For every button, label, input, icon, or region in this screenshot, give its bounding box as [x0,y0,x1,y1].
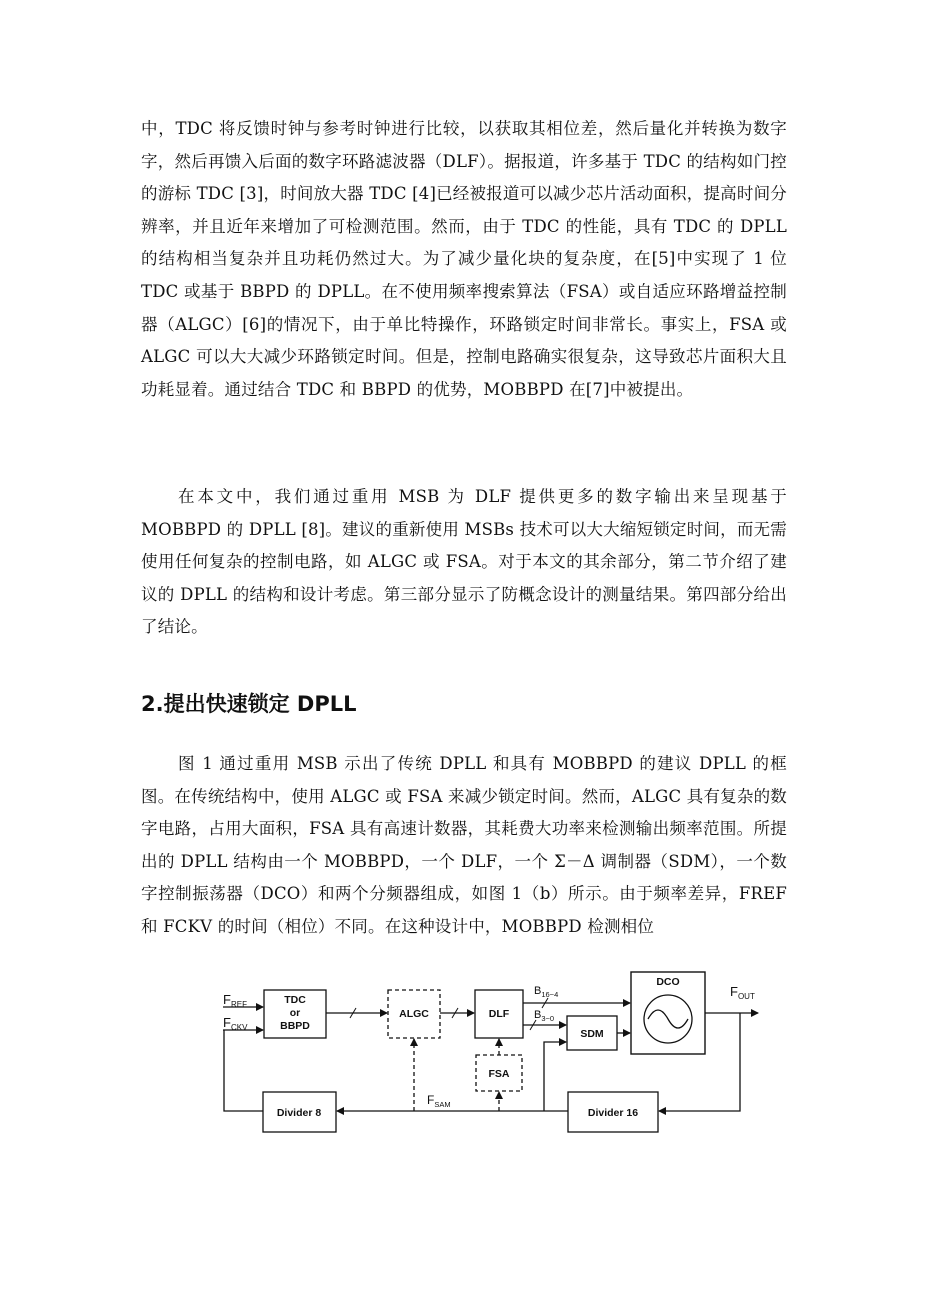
divider16-label: Divider 16 [587,1107,639,1119]
fref-label: $F_{REF}$ [223,992,247,1009]
bbpd-label: BBPD [280,1020,310,1032]
fsa-label: FSA [488,1068,510,1080]
sdm-label: SDM [580,1028,604,1040]
section-heading: 2.提出快速锁定 DPLL [141,692,357,716]
fsam-to-sdm-path [544,1042,566,1111]
fsam-label: $F_{SAM}$ [427,1093,451,1109]
divider8-to-fckv-path [224,1030,263,1111]
b-msb-label: $B_{16\sim 4}$ [534,985,559,999]
paragraph-3: 图 1 通过重用 MSB 示出了传统 DPLL 和具有 MOBBPD 的建议 DPLL 的框图。在传统结构中，使用 ALGC 或 FSA 来减少锁定时间。然而，ALGC 具有复杂的数字电路，占用大面积，FSA 具有高速计数器，其耗费大功率来检测输出频率范围。所提出的 DPLL 结构由一个 MOBBPD，一个 DLF，一个 Σ－Δ 调制器（SDM），一个数字控制振荡器（DCO）和两个分频器组成，如图 1（b）所示。由于频率差异，FREF 和 FCKV 的时间（相位）不同。在这种设计中，MOBBPD 检测相位 [141,754,787,936]
dlf-label: DLF [488,1008,510,1020]
paragraph-1: 中，TDC 将反馈时钟与参考时钟进行比较，以获取其相位差，然后量化并转换为数字字，然后再馈入后面的数字环路滤波器（DLF）。据报道，许多基于 TDC 的结构如门控的游标 TDC [3]，时间放大器 TDC [4]已经被报道可以减少芯片活动面积，提高时间分辨率，并且近年来增加了可检测范围。然而，由于 TDC 的性能，具有 TDC 的 DPLL 的结构相当复杂并且功耗仍然过大。为了减少量化块的复杂度，在[5]中实现了 1 位 TDC 或基于 BBPD 的 DPLL。在不使用频率搜索算法（FSA）或自适应环路增益控制器（ALGC）[6]的情况下，由于单比特操作，环路锁定时间非常长。事实上，FSA 或 ALGC 可以大大减少环路锁定时间。但是，控制电路确实很复杂，这导致芯片面积大且功耗显着。通过结合 TDC 和 BBPD 的优势，MOBBPD 在[7]中被提出。 [141,119,787,399]
dco-label: DCO [656,976,680,988]
b-lsb-label: $B_{3\sim 0}$ [534,1009,555,1023]
tdc-label: TDC [284,994,306,1006]
divider8-label: Divider 8 [276,1107,322,1119]
or-label: or [289,1007,301,1019]
block-diagram-figure [190,968,780,1148]
fckv-label: $F_{CKV}$ [223,1015,248,1032]
dpll-block-diagram [190,968,780,1148]
paragraph-2: 在本文中，我们通过重用 MSB 为 DLF 提供更多的数字输出来呈现基于 MOBBPD 的 DPLL [8]。建议的重新使用 MSBs 技术可以大大缩短锁定时间，而无需使用任何复杂的控制电路，如 ALGC 或 FSA。对于本文的其余部分，第二节介绍了建议的 DPLL 的结构和设计考虑。第三部分显示了防概念设计的测量结果。第四部分给出了结论。 [141,487,787,637]
algc-label: ALGC [399,1008,429,1020]
fout-label: $F_{OUT}$ [730,984,755,1001]
